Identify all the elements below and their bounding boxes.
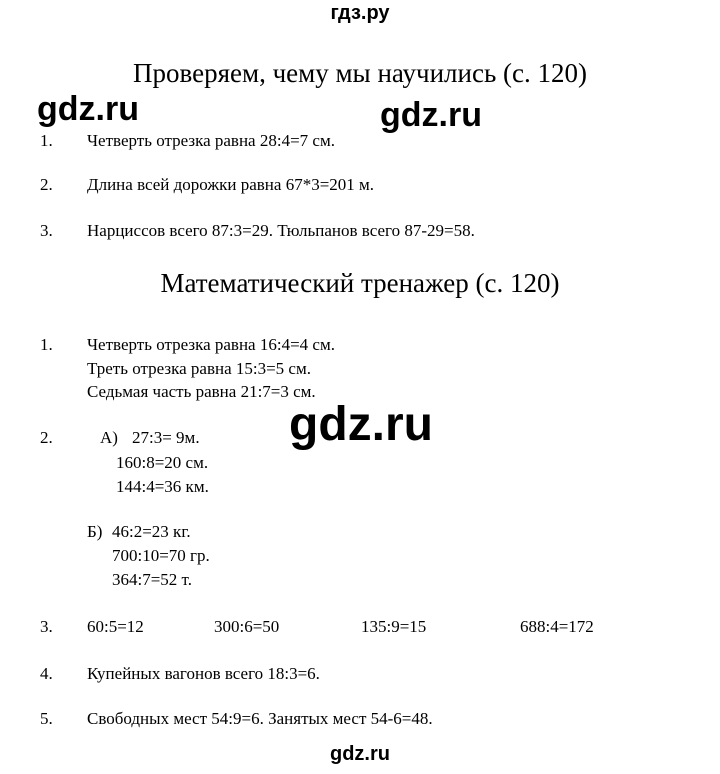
section-title-trainer: Математический тренажер (с. 120) [160, 268, 560, 298]
part-label-a: А) [100, 428, 118, 447]
item-line: 364:7=52 т. [112, 570, 192, 589]
item-line: Треть отрезка равна 15:3=5 см. [87, 359, 311, 378]
item-line: Четверть отрезка равна 16:4=4 см. [87, 335, 335, 354]
expression: 300:6=50 [214, 617, 280, 636]
item-line: 46:2=23 кг. [112, 522, 191, 541]
expression: 60:5=12 [87, 617, 144, 636]
item-text: Длина всей дорожки равна 67*3=201 м. [87, 175, 375, 194]
site-footer: gdz.ru [330, 743, 390, 765]
item-line: 700:10=70 гр. [112, 546, 210, 565]
watermark: gdz.ru [289, 398, 433, 451]
item-number: 3. [40, 617, 53, 636]
expression: 135:9=15 [361, 617, 427, 636]
item-number: 2. [40, 428, 53, 447]
item-number: 3. [40, 221, 53, 240]
item-number: 4. [40, 664, 53, 683]
site-header: гдз.ру [330, 2, 390, 24]
item-line: 144:4=36 км. [116, 477, 209, 496]
item-number: 2. [40, 175, 53, 194]
item-text: Нарциссов всего 87:3=29. Тюльпанов всего 87-29=58. [87, 221, 475, 240]
item-line: Седьмая часть равна 21:7=3 см. [87, 382, 316, 401]
item-text: Свободных мест 54:9=6. Занятых мест 54-6=48. [87, 709, 433, 728]
item-number: 1. [40, 335, 53, 354]
item-line: 160:8=20 см. [116, 453, 209, 472]
item-text: Четверть отрезка равна 28:4=7 см. [87, 131, 335, 150]
section-title-check: Проверяем, чему мы научились (с. 120) [133, 58, 587, 88]
item-number: 5. [40, 709, 53, 728]
watermark: gdz.ru [37, 90, 139, 128]
item-text: Купейных вагонов всего 18:3=6. [87, 664, 320, 683]
watermark: gdz.ru [380, 96, 482, 134]
item-number: 1. [40, 131, 53, 150]
item-line: 27:3= 9м. [132, 428, 200, 447]
expression: 688:4=172 [520, 617, 594, 636]
part-label-b: Б) [87, 522, 103, 541]
